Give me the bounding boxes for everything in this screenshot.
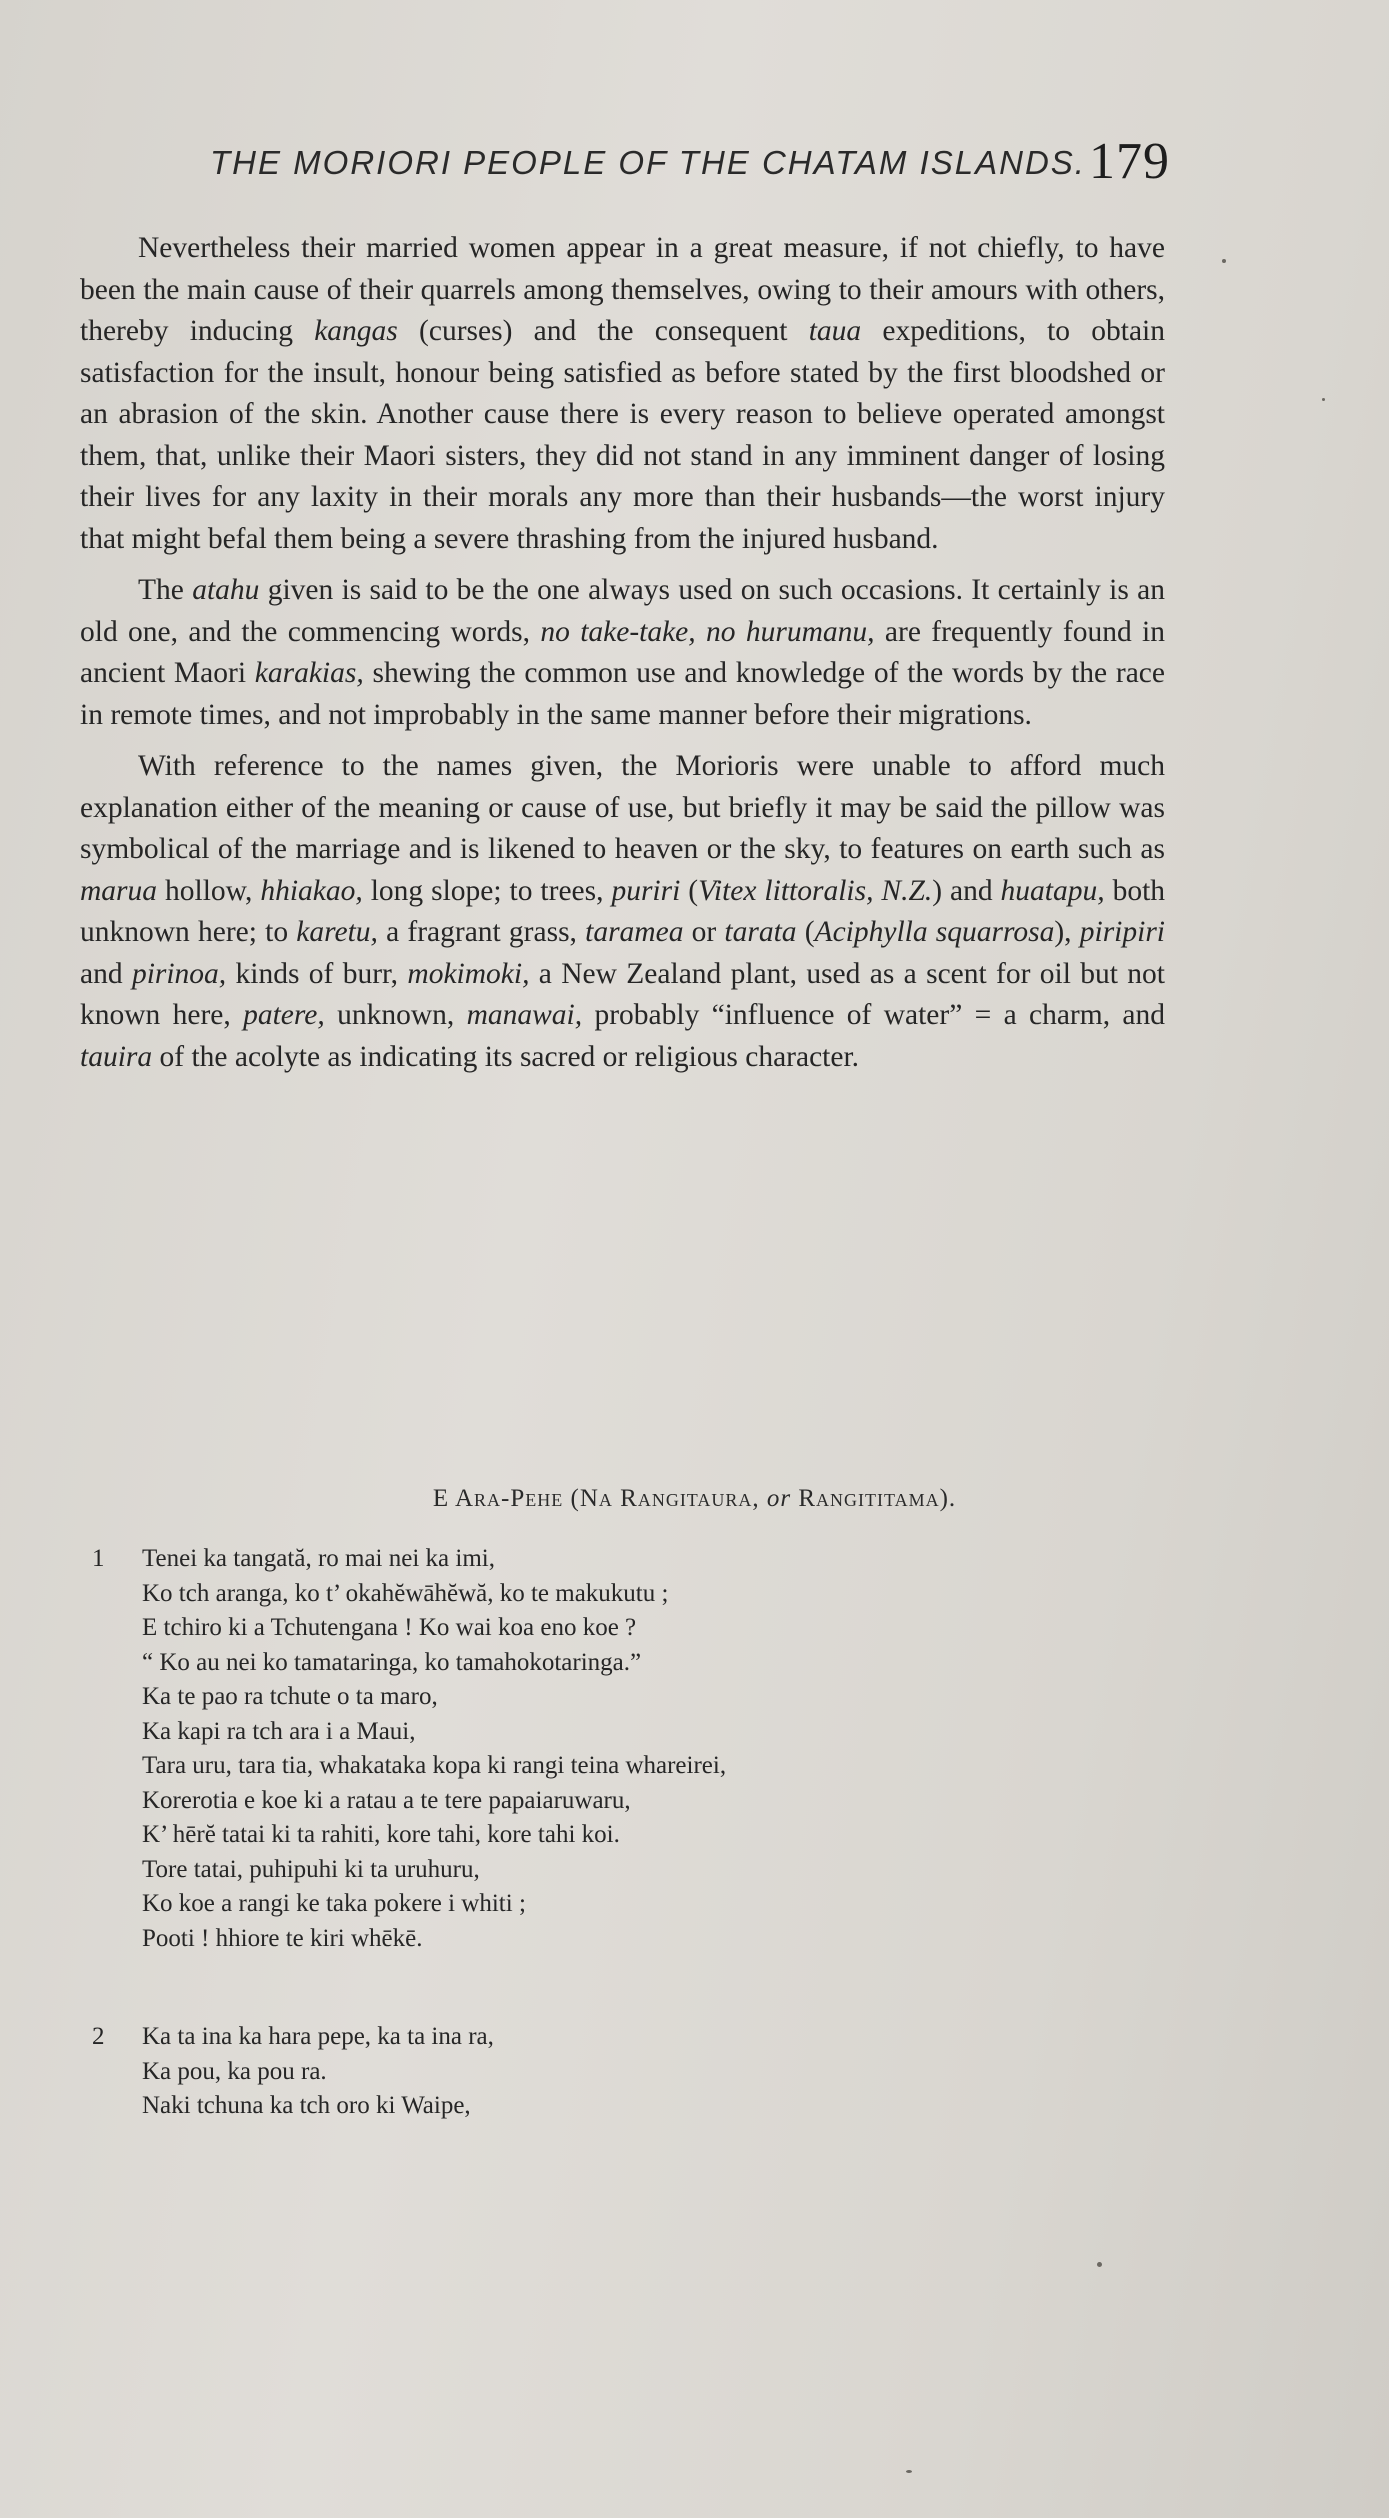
verse-line: Tore tatai, puhipuhi ki ta uruhuru,	[142, 1855, 480, 1883]
text-run: shewing the common use and knowledge of the words by the race in remote times, and not improbably in the same manner before their migrations.	[80, 657, 1165, 731]
text-run: kinds of burr,	[226, 957, 408, 990]
text-run: a fragrant grass,	[377, 916, 586, 948]
chant-heading-alt-title: Rangititama).	[791, 1485, 957, 1512]
chant-verse-2	[92, 2020, 1052, 2124]
italic-term: marua	[80, 874, 158, 907]
text-run: of the acolyte as indicating its sacred or religious character.	[152, 1040, 860, 1073]
verse-number: 1	[92, 1545, 105, 1572]
italic-term: karetu,	[296, 916, 378, 948]
text-run: hollow,	[157, 874, 261, 907]
italic-term: taramea	[585, 916, 684, 948]
chant-heading	[0, 1485, 1389, 1513]
body-text	[80, 228, 1165, 1088]
paper-speck	[1222, 259, 1226, 263]
italic-term: huatapu,	[1000, 874, 1105, 907]
verse-line: Naki tchuna ka tch oro ki Waipe,	[142, 2092, 471, 2119]
text-run: are frequently found in ancient Maori	[80, 615, 1166, 689]
italic-term: mokimoki,	[407, 957, 530, 990]
chant-heading-title: E Ara-Pehe (Na Rangitaura,	[432, 1485, 767, 1512]
paragraph-2	[80, 570, 1165, 736]
italic-term: Vitex littoralis, N.Z.	[698, 874, 933, 907]
italic-term: puriri	[611, 874, 681, 907]
italic-term: taua	[808, 315, 862, 347]
verse-line: Tara uru, tara tia, whakataka kopa ki rangi teina whareirei,	[142, 1752, 727, 1779]
text-run: probably “influence of water” = a charm, and	[582, 999, 1165, 1031]
text-run: With reference to the names given, the Morioris were unable to afford much explanation either of the meaning or cause of use, but briefly it may be said the pillow was symbolical of the marriage and is likened to heaven or the sky, to features on earth such as	[80, 750, 1165, 865]
text-run: (	[680, 874, 699, 907]
verse-line: Ka pou, ka pou ra.	[142, 2057, 327, 2085]
text-run: and	[80, 957, 132, 990]
verse-line: E tchiro ki a Tchutengana ! Ko wai koa eno koe ?	[142, 1614, 637, 1641]
text-run: (curses) and the consequent	[397, 315, 809, 347]
verse-line: Ko koe a rangi ke taka pokere i whiti ;	[142, 1890, 526, 1917]
italic-term: no take-take, no hurumanu,	[540, 615, 875, 648]
text-run: The	[138, 574, 193, 606]
italic-term: pirinoa,	[131, 957, 227, 990]
verse-line: Pooti ! hhiore te kiri whēkē.	[142, 1924, 423, 1952]
paper-speck	[906, 2470, 912, 2473]
text-run: both unknown here; to	[80, 874, 1166, 948]
verse-line: Ka te pao ra tchute o ta maro,	[142, 1683, 438, 1710]
chant-verse-1	[92, 1542, 1052, 1956]
verse-line: Ko tch aranga, ko t’ okahĕwāhĕwă, ko te makukutu ;	[142, 1579, 669, 1607]
paragraph-3	[80, 746, 1165, 1078]
italic-term: atahu	[192, 574, 260, 606]
text-run: given is said to be the one always used on such occasions. It certainly is an old one, and the commencing words,	[80, 574, 1165, 648]
verse-number: 2	[92, 2023, 105, 2050]
running-header	[210, 133, 1170, 198]
italic-term: manawai,	[466, 999, 583, 1031]
text-run: ) and	[932, 874, 1001, 907]
page-number: 179	[1089, 133, 1170, 190]
verse-line: “ Ko au nei ko tamataringa, ko tamahokotaringa.”	[142, 1648, 642, 1676]
text-run: or	[683, 916, 725, 948]
chant-heading-or: or	[766, 1485, 792, 1512]
verse-line: Ka kapi ra tch ara i a Maui,	[142, 1717, 416, 1745]
verse-line: Ka ta ina ka hara pepe, ka ta ina ra,	[142, 2023, 494, 2050]
paragraph-1	[80, 228, 1165, 560]
text-run: expeditions, to obtain satisfaction for the insult, honour being satisfied as before stated by the first bloodshed or an abrasion of the skin. Another cause there is every reason to believe operated amongst them, that, unlike their Maori sisters, they did not stand in any imminent danger of losing their lives for any laxity in their morals any more than their husbands—the worst injury that might befal them being a severe thrashing from the injured husband.	[80, 315, 1165, 555]
text-run: a New Zealand plant, used as a scent for oil but not known here,	[80, 957, 1165, 1031]
text-run: long slope; to trees,	[362, 874, 612, 907]
italic-term: kangas	[314, 315, 398, 347]
italic-term: patere,	[243, 999, 325, 1031]
text-run: unknown,	[324, 999, 467, 1031]
italic-term: tauira	[80, 1040, 153, 1073]
italic-term: tarata	[724, 916, 797, 948]
paper-speck	[1097, 2262, 1102, 2267]
verse-line: Korerotia e koe ki a ratau a te tere papaiaruwaru,	[142, 1786, 631, 1814]
text-run: (	[796, 916, 815, 948]
running-title: THE MORIORI PEOPLE OF THE CHATAM ISLANDS.	[210, 144, 1086, 181]
italic-term: karakias,	[254, 657, 364, 689]
text-run: ),	[1054, 916, 1080, 948]
paper-speck	[1322, 398, 1325, 401]
text-run: Nevertheless their married women appear in a great measure, if not chiefly, to have been the main cause of their quarrels among themselves, owing to their amours with others, thereby inducing	[80, 232, 1165, 347]
italic-term: piripiri	[1079, 916, 1165, 948]
verse-line: K’ hērĕ tatai ki ta rahiti, kore tahi, kore tahi koi.	[142, 1821, 620, 1848]
italic-term: hhiakao,	[260, 874, 363, 907]
verse-line: Tenei ka tangată, ro mai nei ka imi,	[142, 1545, 495, 1572]
italic-term: Aciphylla squarrosa	[814, 916, 1055, 948]
